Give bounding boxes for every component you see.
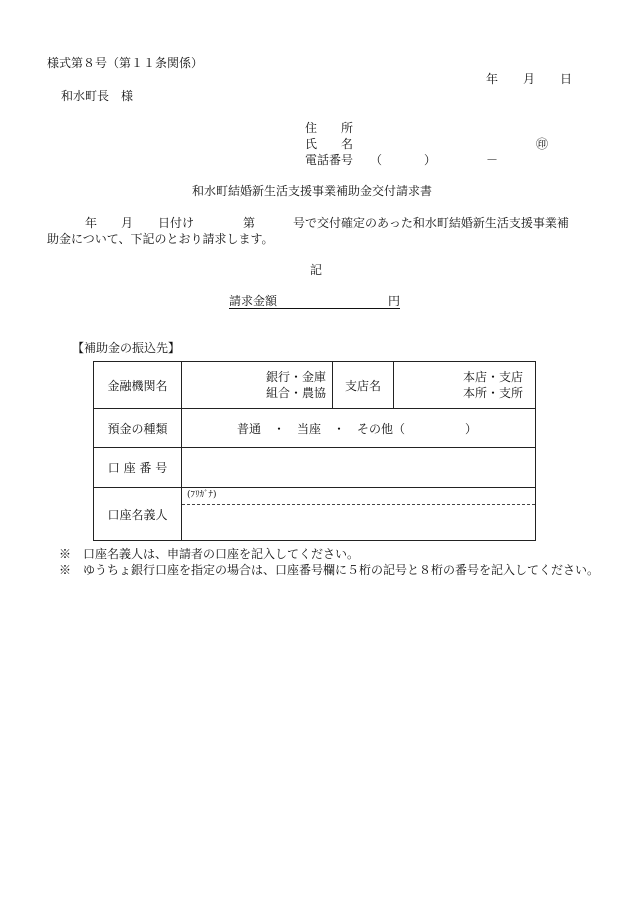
branch-field[interactable]: [394, 362, 536, 409]
branch-label: 支店名: [333, 362, 394, 409]
ki-heading: 記: [310, 263, 323, 277]
body-year: 年: [85, 216, 98, 230]
note-1: ※ 口座名義人は、申請者の口座を記入してください。: [59, 547, 360, 561]
form-number: 様式第８号（第１１条関係）: [47, 56, 204, 70]
seal-mark: ㊞: [536, 137, 549, 151]
table-row: [94, 488, 536, 541]
body-month: 月: [121, 216, 134, 230]
account-number-field[interactable]: [182, 448, 536, 488]
financial-institution-label: 金融機関名: [94, 362, 182, 409]
bank-transfer-table: [93, 361, 536, 541]
amount-label: 請求金額: [229, 294, 278, 308]
bank-section-title: 【補助金の振込先】: [72, 341, 181, 355]
date-day: 日: [560, 72, 573, 86]
table-row: [94, 362, 536, 409]
phone-close-paren: ）: [424, 153, 437, 167]
table-row: [94, 409, 536, 448]
branch-types-line1: 本店・支店: [462, 370, 523, 384]
furigana-divider: [182, 504, 535, 505]
addressee: 和水町長 様: [61, 89, 134, 103]
branch-types-line2: 本所・支所: [462, 386, 523, 400]
request-amount: [229, 295, 400, 309]
account-number-label: 口 座 番 号: [94, 448, 182, 488]
account-holder-label: 口座名義人: [94, 488, 182, 541]
amount-unit: 円: [387, 294, 400, 308]
date-year: 年: [486, 72, 499, 86]
deposit-type-options[interactable]: 普通 ・ 当座 ・ その他（ ）: [182, 409, 536, 448]
body-line2: 助金について、下記のとおり請求します。: [47, 232, 274, 246]
phone-label: 電話番号: [305, 153, 354, 167]
table-row: [94, 448, 536, 488]
note-2: ※ ゆうちょ銀行口座を指定の場合は、口座番号欄に５桁の記号と８桁の番号を記入してください。: [59, 563, 600, 577]
address-label: 住 所: [305, 121, 354, 135]
document-title: 和水町結婚新生活支援事業補助金交付請求書: [192, 184, 433, 198]
body-no: 第: [243, 216, 256, 230]
account-holder-field[interactable]: [182, 488, 536, 541]
name-label: 氏 名: [305, 137, 354, 151]
body-line1-rest: 号で交付確定のあった和水町結婚新生活支援事業補: [293, 216, 569, 230]
body-day: 日付け: [158, 216, 195, 230]
date-month: 月: [523, 72, 536, 86]
phone-open-paren: （: [370, 153, 383, 167]
phone-dash: －: [486, 153, 499, 167]
furigana-label: (ﾌﾘｶﾞﾅ): [187, 490, 217, 500]
bank-types-line2: 組合・農協: [265, 386, 326, 400]
bank-types-line1: 銀行・金庫: [265, 370, 326, 384]
deposit-type-label: 預金の種類: [94, 409, 182, 448]
financial-institution-field[interactable]: [182, 362, 333, 409]
